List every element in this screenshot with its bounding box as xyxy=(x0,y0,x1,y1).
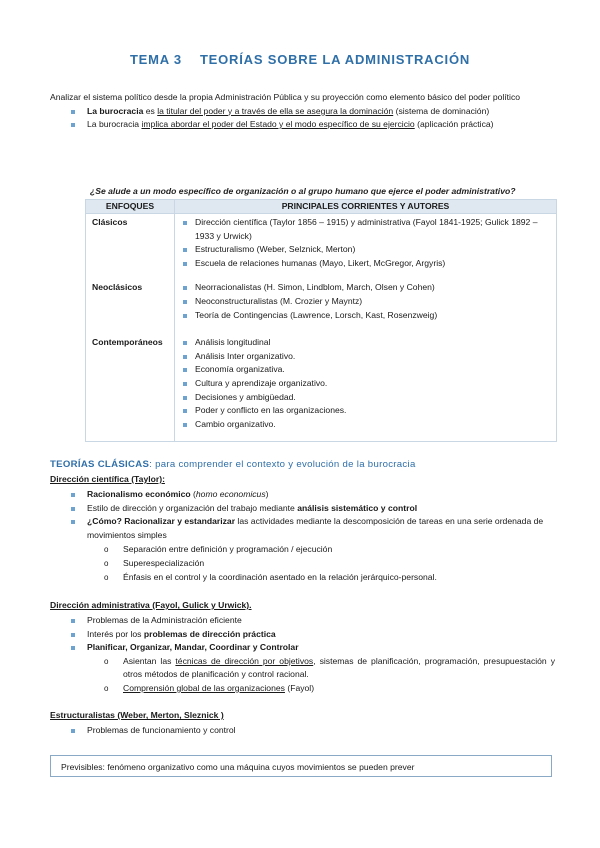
underlined-text: Comprensión global de las organizaciones xyxy=(123,682,285,693)
previsibles-note-box: Previsibles: fenómeno organizativo como una máquina cuyos movimientos se pueden prever xyxy=(50,755,552,777)
text-span: las actividades mediante la descomposición de tareas en una serie ordenada de movimientos simples xyxy=(87,516,544,540)
bold-term: Planificar, Organizar, Mandar, Coordinar y Controlar xyxy=(87,642,299,653)
fayol-block xyxy=(50,614,555,696)
table-item: Dirección científica (Taylor 1856 – 1915) y administrativa (Fayol 1841-1925; Gulick 1892 – 1933 y Urwick) xyxy=(175,216,556,243)
section-caps: TEORÍAS CLÁSICAS xyxy=(50,459,150,470)
sub-item: o Separación entre definición y programación / ejecución xyxy=(50,543,555,557)
table-item: Cultura y aprendizaje organizativo. xyxy=(175,377,556,391)
table-item: Análisis longitudinal xyxy=(175,336,556,350)
table-row-clasicos xyxy=(86,214,557,282)
heading-direccion-administrativa: Dirección administrativa (Fayol, Gulick y Urwick). xyxy=(50,600,252,610)
underlined-text: la titular del poder y a través de ella se asegura la dominación xyxy=(157,105,394,116)
bullet-estilo-direccion xyxy=(50,502,555,516)
sub-item: o Énfasis en el control y la coordinación asentado en la relación jerárquico-personal. xyxy=(50,571,555,585)
text-span: Asientan las xyxy=(123,655,176,666)
estruct-block xyxy=(50,724,555,738)
text-span: Interés por los xyxy=(87,628,144,639)
table-row-contemporaneos xyxy=(86,336,557,442)
table-header-row xyxy=(86,200,557,214)
bullet-planificar xyxy=(50,641,555,655)
authors-contemporaneos xyxy=(175,336,557,442)
category-clasicos: Clásicos xyxy=(86,214,175,282)
bold-term: Racionalismo económico xyxy=(87,489,191,499)
bullet-como xyxy=(50,515,555,542)
bold-term: problemas de dirección práctica xyxy=(143,628,276,639)
italic-term: homo economicus xyxy=(195,489,266,499)
category-contemporaneos: Contemporáneos xyxy=(86,336,175,442)
table-item: Análisis Inter organizativo. xyxy=(175,350,556,364)
table-item: Escuela de relaciones humanas (Mayo, Likert, McGregor, Argyris) xyxy=(175,257,556,271)
text-span: ) xyxy=(265,489,269,499)
table-item: Cambio organizativo. xyxy=(175,418,556,432)
authors-neoclasicos xyxy=(175,281,557,336)
text-span: (Fayol) xyxy=(284,682,315,693)
taylor-block xyxy=(50,488,555,584)
intro-block xyxy=(50,91,555,132)
bold-term: ¿Cómo? Racionalizar y estandarizar xyxy=(87,516,236,527)
title-number: TEMA 3 xyxy=(129,52,182,67)
table-item: Economía organizativa. xyxy=(175,363,556,377)
table-item: Poder y conflicto en las organizaciones. xyxy=(175,404,556,418)
bullet-interes xyxy=(50,628,555,642)
table-item: Teoría de Contingencias (Lawrence, Lorsch, Kast, Rosenzweig) xyxy=(175,309,556,323)
bullet-racionalismo xyxy=(50,488,555,502)
text-span: ( xyxy=(190,489,196,499)
section-rest: : para comprender el contexto y evolución de la burocracia xyxy=(149,459,416,470)
intro-paragraph: Analizar el sistema político desde la propia Administración Pública y su proyección como elemento básico del poder político xyxy=(50,92,521,102)
text-span: , sistemas de planificación, programación, presupuestación y otros métodos de planificación y control racional. xyxy=(123,655,555,680)
text-span: es xyxy=(143,105,158,116)
heading-direccion-cientifica: Dirección científica (Taylor): xyxy=(50,474,165,484)
intro-bullets xyxy=(50,105,555,132)
bullet-funcionamiento: Problemas de funcionamiento y control xyxy=(50,724,555,738)
text-span: (sistema de dominación) xyxy=(393,105,490,116)
section-heading-teorias-clasicas xyxy=(50,459,416,470)
underlined-text: implica abordar el poder del Estado y el modo específico de su ejercicio xyxy=(141,119,415,130)
underlined-text: técnicas de dirección por objetivos xyxy=(175,655,314,666)
bullet-problemas-administracion: Problemas de la Administración eficiente xyxy=(50,614,555,628)
enfoques-table xyxy=(85,199,557,442)
bold-term: análisis sistemático y control xyxy=(297,502,418,513)
sub-item-tecnicas xyxy=(50,655,555,682)
page-title xyxy=(0,52,600,67)
text-span: La burocracia xyxy=(87,119,142,130)
authors-clasicos xyxy=(175,214,557,282)
question-text: ¿Se alude a un modo específico de organización o al grupo humano que ejerce el poder administrativo? xyxy=(90,186,516,196)
table-header-enfoques: ENFOQUES xyxy=(86,200,175,214)
table-item: Decisiones y ambigüedad. xyxy=(175,391,556,405)
sub-item: o Superespecialización xyxy=(50,557,555,571)
intro-bullet-burocracia-titular xyxy=(50,105,555,119)
text-span: (aplicación práctica) xyxy=(414,119,494,130)
table-row-neoclasicos xyxy=(86,281,557,336)
sub-item-comprension xyxy=(50,682,555,696)
category-neoclasicos: Neoclásicos xyxy=(86,281,175,336)
table-header-corrientes: PRINCIPALES CORRIENTES Y AUTORES xyxy=(175,200,557,214)
intro-bullet-burocracia-implica xyxy=(50,118,555,132)
table-item: Estructuralismo (Weber, Selznick, Merton) xyxy=(175,243,556,257)
table-item: Neoconstructuralistas (M. Crozier y Mayntz) xyxy=(175,295,556,309)
heading-estructuralistas: Estructuralistas (Weber, Merton, Sleznick ) xyxy=(50,710,224,720)
title-text: TEORÍAS SOBRE LA ADMINISTRACIÓN xyxy=(199,52,471,67)
table-item: Neorracionalistas (H. Simon, Lindblom, March, Olsen y Cohen) xyxy=(175,281,556,295)
text-span: Estilo de dirección y organización del trabajo mediante xyxy=(87,502,298,513)
bold-term: La burocracia xyxy=(87,105,144,116)
